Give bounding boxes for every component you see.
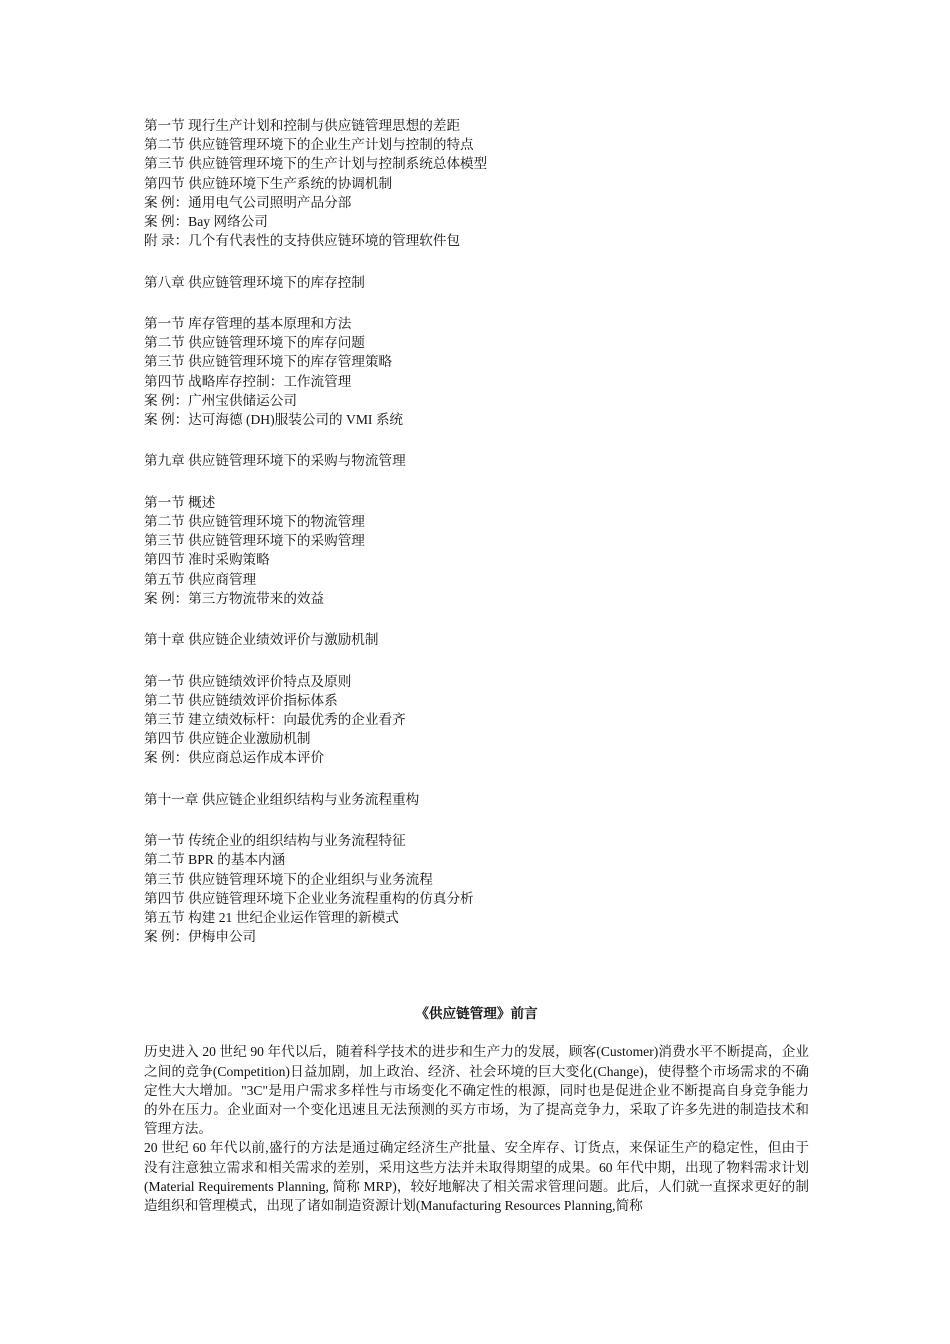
section-line: 第三节 供应链管理环境下的采购管理 [144, 533, 365, 549]
section-line: 第三节 供应链管理环境下的库存管理策略 [144, 354, 393, 370]
case-line: 案 例：Bay 网络公司 [144, 214, 268, 230]
chapter-heading: 第十章 供应链企业绩效评价与激励机制 [144, 632, 379, 648]
section-line: 第二节 供应链绩效评价指标体系 [144, 692, 338, 708]
section-line: 第四节 战略库存控制：工作流管理 [144, 373, 352, 389]
section-line: 第三节 建立绩效标杆：向最优秀的企业看齐 [144, 712, 406, 727]
section-line: 第四节 准时采购策略 [144, 552, 270, 568]
case-line: 案 例：通用电气公司照明产品分部 [144, 194, 352, 210]
section-line: 第二节 供应链管理环境下的企业生产计划与控制的特点 [144, 137, 474, 153]
section-line: 第五节 供应商管理 [144, 571, 257, 587]
chapter9-section-list [144, 493, 809, 608]
section-line: 第二节 供应链管理环境下的物流管理 [144, 514, 365, 529]
section-line: 第四节 供应链管理环境下企业业务流程重构的仿真分析 [144, 890, 474, 906]
section-line: 第一节 概述 [144, 494, 216, 510]
preface-title: 《供应链管理》前言 [415, 1006, 538, 1022]
case-line: 案 例：第三方物流带来的效益 [144, 590, 325, 606]
chapter7-section-list [144, 116, 809, 250]
document-content [144, 116, 809, 1215]
chapter8-section-list [144, 314, 809, 429]
section-line: 第三节 供应链管理环境下的企业组织与业务流程 [144, 871, 433, 887]
chapter-heading: 第八章 供应链管理环境下的库存控制 [144, 274, 365, 290]
case-line: 案 例：广州宝供储运公司 [144, 392, 297, 408]
case-line: 案 例：供应商总运作成本评价 [144, 750, 325, 766]
chapter11-section-list [144, 831, 809, 946]
section-line: 第二节 供应链管理环境下的库存问题 [144, 335, 365, 351]
section-line: 第一节 现行生产计划和控制与供应链管理思想的差距 [144, 118, 461, 133]
section-line: 第五节 构建 21 世纪企业运作管理的新模式 [144, 910, 399, 925]
chapter10-section-list [144, 672, 809, 768]
section-line: 第三节 供应链管理环境下的生产计划与控制系统总体模型 [144, 156, 488, 172]
case-line: 案 例：达可海德 (DH)服装公司的 VMI 系统 [144, 412, 404, 428]
case-line: 案 例：伊梅申公司 [144, 929, 257, 945]
appendix-line: 附 录：几个有代表性的支持供应链环境的管理软件包 [144, 233, 461, 249]
section-line: 第二节 BPR 的基本内涵 [144, 852, 286, 868]
section-line: 第一节 传统企业的组织结构与业务流程特征 [144, 833, 406, 849]
section-line: 第一节 供应链绩效评价特点及原则 [144, 673, 352, 689]
section-line: 第四节 供应链企业激励机制 [144, 731, 311, 747]
preface-paragraph: 20 世纪 60 年代以前,盛行的方法是通过确定经济生产批量、安全库存、订货点，来保证生产的稳定性，但由于没有注意独立需求和相关需求的差别，采用这些方法并未取得期望的成果。60 年代中期，出现了物料需求计划(Material Requirements Planning, 简称 MRP)，较好地解决了相关需求管理问题。此后，人们就一直探求更好的制造组织和管理模式，出现了诸如制造资源计划(Manufacturing Resources Planning,简称 [144, 1140, 809, 1214]
preface-paragraph: 历史进入 20 世纪 90 年代以后，随着科学技术的进步和生产力的发展，顾客(Customer)消费水平不断提高，企业之间的竞争(Competition)日益加剧，加上政治、经济、社会环境的巨大变化(Change)，使得整个市场需求的不确定性大大增加。"3C"是用户需求多样性与市场变化不确定性的根源，同时也是促进企业不断提高自身竞争能力的外在压力。企业面对一个变化迅速且无法预测的买方市场，为了提高竞争力，采取了许多先进的制造技术和管理方法。 [144, 1044, 809, 1137]
chapter-heading: 第九章 供应链管理环境下的采购与物流管理 [144, 453, 406, 469]
section-line: 第四节 供应链环境下生产系统的协调机制 [144, 175, 393, 191]
chapter-heading: 第十一章 供应链企业组织结构与业务流程重构 [144, 791, 420, 807]
section-line: 第一节 库存管理的基本原理和方法 [144, 316, 352, 331]
